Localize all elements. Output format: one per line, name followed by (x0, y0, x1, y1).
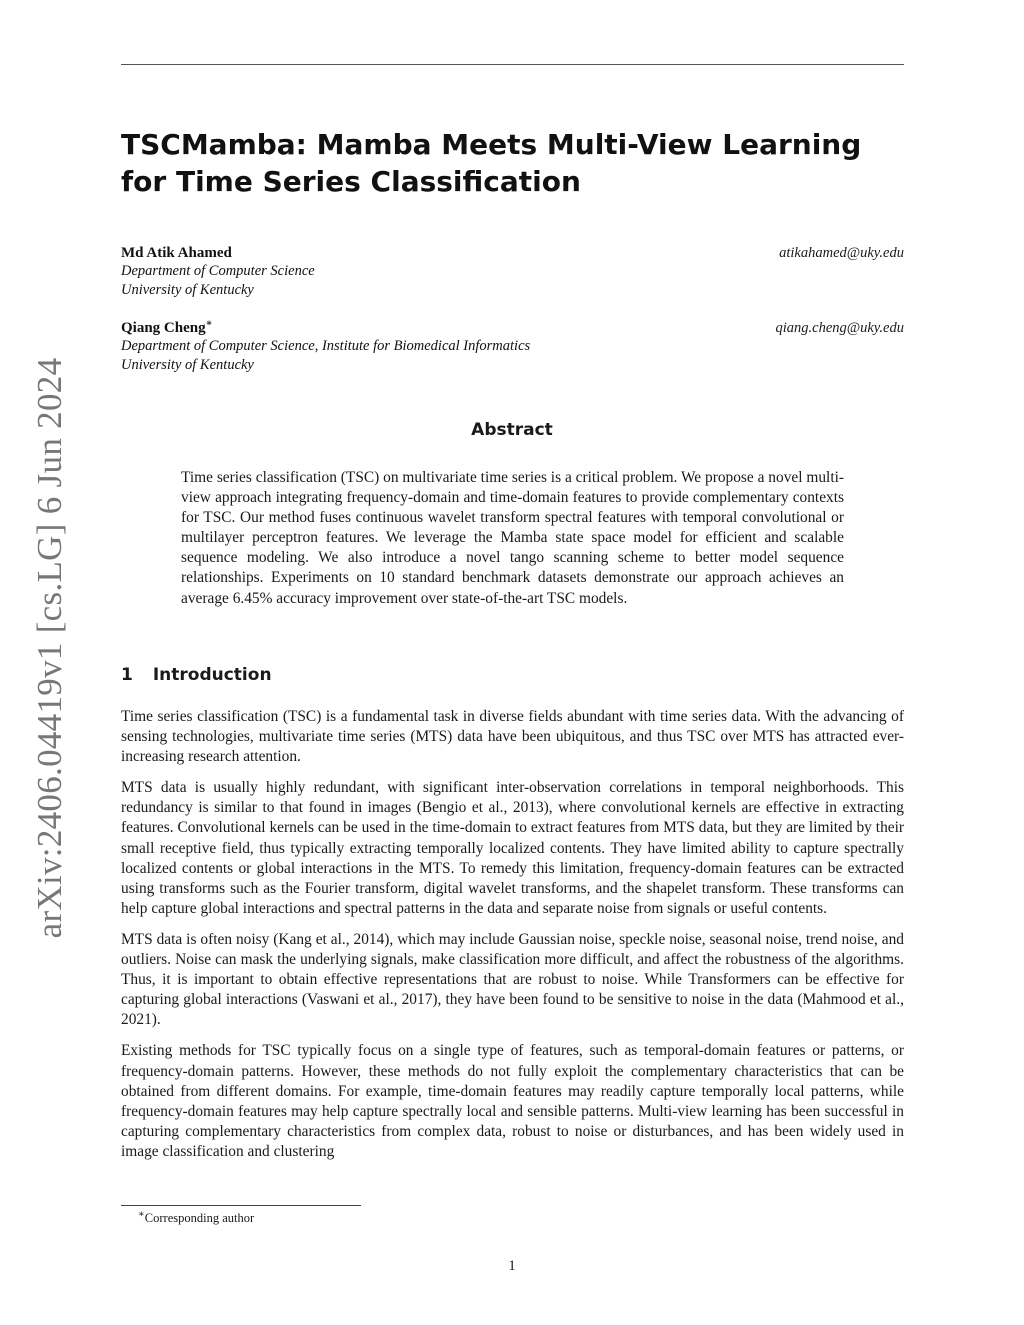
section-number: 1 (121, 665, 133, 685)
paper-title: TSCMamba: Mamba Meets Multi-View Learning for Time Series Classification (121, 128, 862, 198)
author-email-2: qiang.cheng@uky.edu (775, 320, 904, 336)
author-block-1 (121, 243, 315, 300)
body-paragraph-2: MTS data is usually highly redundant, with significant inter-observation correlations in temporal neighborhoods. This redundancy is similar to that found in images (Bengio et al., 2013), where convolutional kernels are effective in extracting features. Convolutional kernels can be used in the time-domain to extract features from MTS data, but they are limited by their small receptive field, thus typically extracting temporally localized contents. They have limited ability to capture spectrally localized contents or global interactions in the MTS. To remedy this limitation, frequency-domain features can be extracted using transforms such as the Fourier transform, digital wavelet transforms, and the shapelet transform. These transforms can help capture global interactions and spectral patterns in the data and separate noise from signals or useful contents. (121, 779, 904, 917)
arxiv-identifier-text: arXiv:2406.04419v1 [cs.LG] 6 Jun 2024 (30, 357, 69, 939)
author-affiliation-university: University of Kentucky (121, 357, 254, 373)
author-affiliation-university: University of Kentucky (121, 282, 254, 298)
page-number: 1 (508, 1258, 516, 1274)
footnote-rule (121, 1205, 361, 1206)
abstract-heading: Abstract (471, 420, 553, 440)
author-marker: ∗ (205, 318, 213, 329)
top-rule (121, 64, 904, 65)
author-name: Qiang Cheng∗ (121, 318, 213, 336)
footnote-text: Corresponding author (144, 1211, 255, 1226)
author-name: Md Atik Ahamed (121, 245, 232, 261)
footnote-marker: ∗ (138, 1209, 145, 1220)
body-paragraph-4: Existing methods for TSC typically focus on a single type of features, such as temporal-domain features or patterns, or frequency-domain patterns. However, these methods do not fully exploit the complementary characteristics that can be obtained from different domains. For example, time-domain features may readily capture temporally local patterns, while frequency-domain features may help capture spectrally local and sensible patterns. Multi-view learning has been successful in capturing complementary characteristics from complex data, robust to noise or disturbances, and has been widely used in image classification and clustering (121, 1042, 904, 1160)
introduction-body (121, 707, 904, 1173)
author-email-1: atikahamed@uky.edu (779, 245, 904, 261)
section-heading-introduction (121, 665, 272, 685)
abstract-text: Time series classification (TSC) on multivariate time series is a critical problem. We propose a novel multi-view approach integrating frequency-domain and time-domain features to provide complementary contexts for TSC. Our method fuses continuous wavelet transform spectral features with temporal convolutional or multilayer perceptron features. We leverage the Mamba state space model for efficient and scalable sequence modeling. We also introduce a novel tango scanning scheme to better model sequence relationships. Experiments on 10 standard benchmark datasets demonstrate our approach achieves an average 6.45% accuracy improvement over state-of-the-art TSC models. (181, 469, 844, 607)
author-block-2 (121, 318, 530, 375)
author-affiliation-department: Department of Computer Science (121, 263, 315, 279)
body-paragraph-1: Time series classification (TSC) is a fundamental task in diverse fields abundant with time series data. With the advancing of sensing technologies, multivariate time series (MTS) data have been ubiquitous, and thus TSC over MTS has attracted ever-increasing research attention. (121, 708, 904, 766)
footnote (138, 1209, 254, 1226)
section-title: Introduction (152, 665, 272, 685)
body-paragraph-3: MTS data is often noisy (Kang et al., 2014), which may include Gaussian noise, speckle noise, seasonal noise, trend noise, and outliers. Noise can mask the underlying signals, make classification more difficult, and affect the robustness of the algorithms. Thus, it is important to obtain effective representations that are robust to noise. While Transformers can be effective for capturing global interactions (Vaswani et al., 2017), they have been found to be sensitive to noise in the data (Mahmood et al., 2021). (121, 930, 904, 1029)
author-affiliation-department: Department of Computer Science, Institute for Biomedical Informatics (121, 338, 531, 354)
